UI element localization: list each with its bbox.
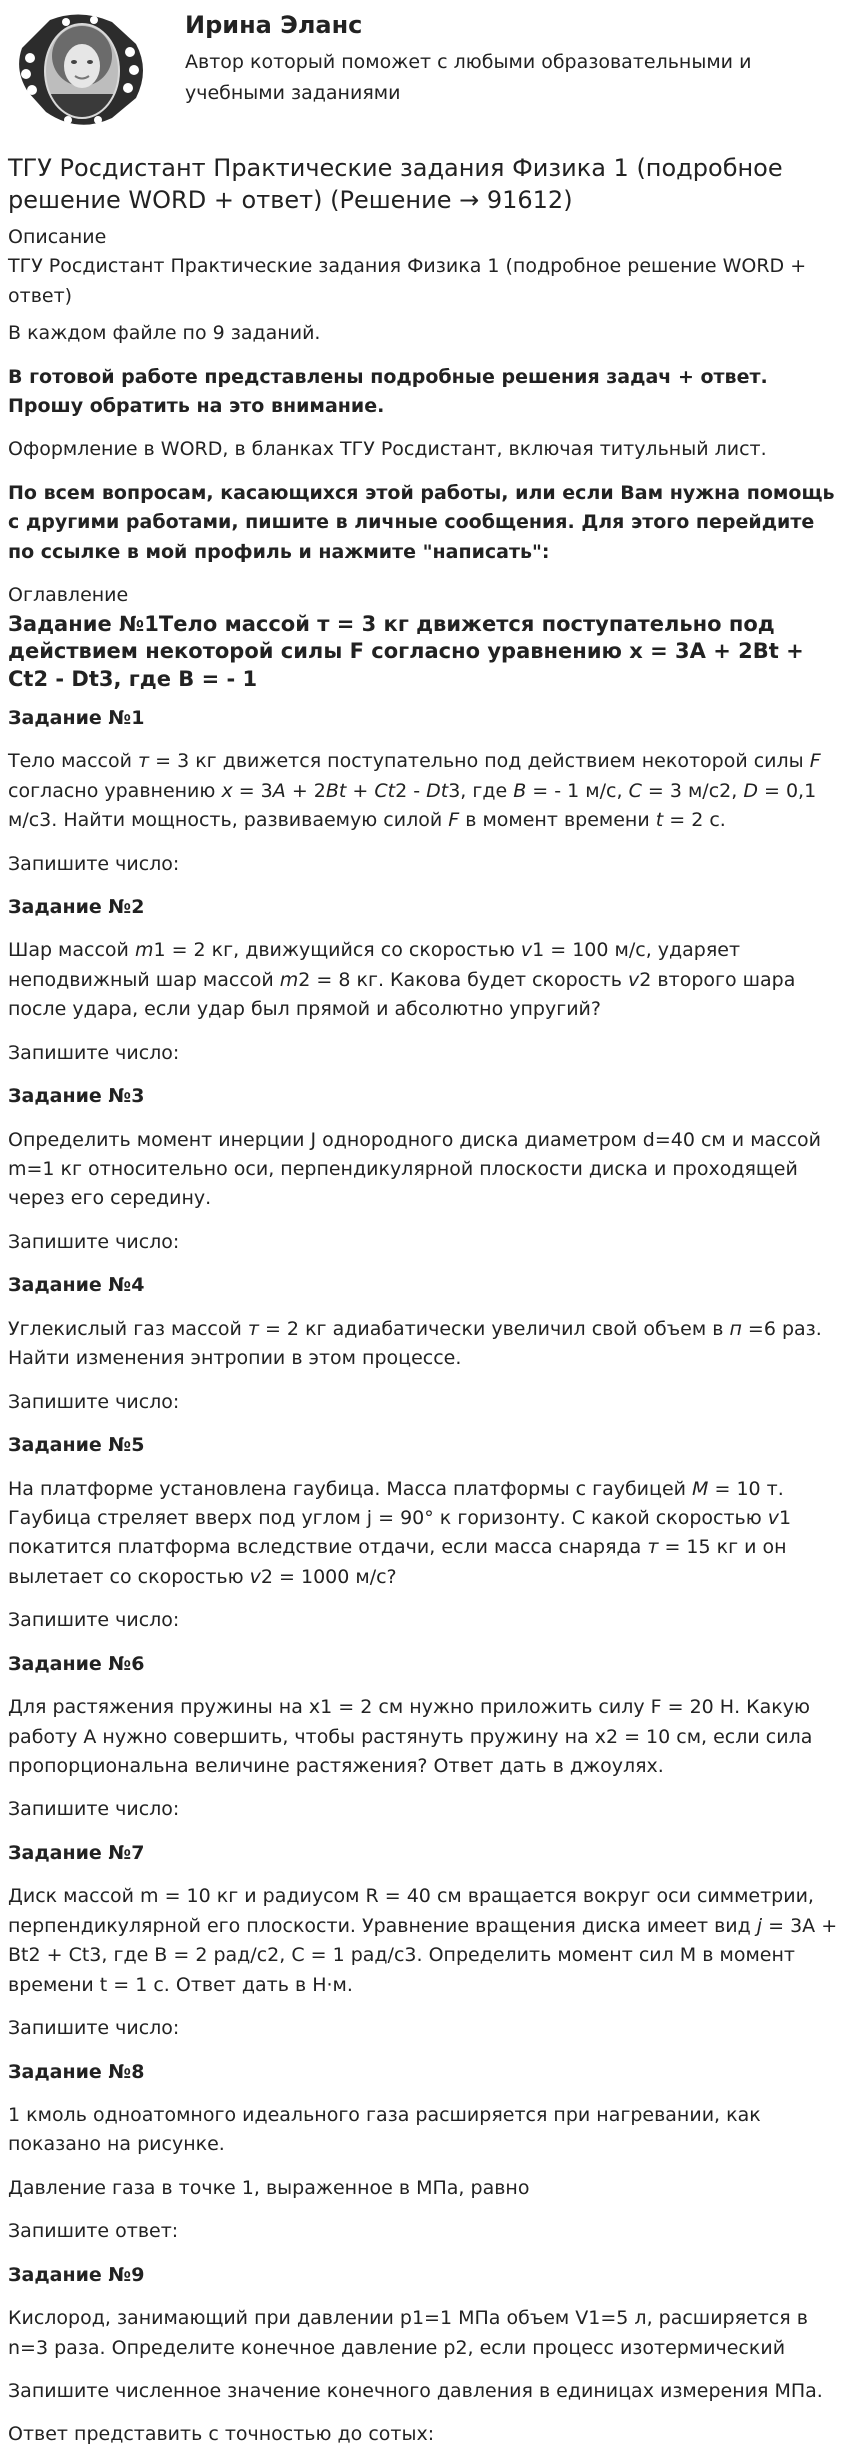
task-text: Шар массой m1 = 2 кг, движущийся со скоростью v1 = 100 м/с, ударяет неподвижный шар массой m2 = 8 кг. Какова будет скорость v2 второго шара после удара, если удар был прямой и абсолютно упругий? bbox=[8, 939, 796, 1021]
author-card bbox=[8, 0, 839, 144]
task-extra-text: Запишите численное значение конечного давления в единицах измерения МПа. bbox=[8, 2380, 823, 2402]
task-answer-prompt: Запишите число: bbox=[8, 1390, 180, 1413]
description-paragraph: В готовой работе представлены подробные решения задач + ответ. Прошу обратить на это внимание. bbox=[8, 365, 768, 417]
task-answer-prompt: Запишите число: bbox=[8, 1609, 180, 1632]
task-answer-prompt: Запишите число: bbox=[8, 1041, 180, 1064]
description-paragraph: ТГУ Росдистант Практические задания Физика 1 (подробное решение WORD + ответ) bbox=[8, 255, 807, 307]
task-title: Задание №6 bbox=[8, 1652, 145, 1675]
task-title: Задание №3 bbox=[8, 1085, 145, 1108]
task-title: Задание №7 bbox=[8, 1841, 145, 1864]
author-description: Автор который поможет с любыми образовательными и учебными заданиями bbox=[185, 51, 752, 104]
task-answer-prompt: Запишите число: bbox=[8, 852, 180, 875]
tasks-list bbox=[8, 704, 839, 2450]
task-title: Задание №9 bbox=[8, 2263, 145, 2286]
toc-heading: Задание №1Тело массой т = 3 кг движется поступательно под действием некоторой силы F согласно уравнению х = 3А + 2Bt + Ct2 - Dt3, где В = - 1 bbox=[8, 611, 804, 692]
toc-label: Оглавление bbox=[8, 584, 129, 607]
task-text: Определить момент инерции J однородного диска диаметром d=40 см и массой m=1 кг относительно оси, перпендикулярной плоскости диска и проходящей через его середину. bbox=[8, 1128, 822, 1210]
task-answer-prompt: Запишите число: bbox=[8, 1230, 180, 1253]
task-answer-prompt: Запишите число: bbox=[8, 2017, 180, 2040]
task-extra-text: Давление газа в точке 1, выраженное в МПа, равно bbox=[8, 2176, 530, 2199]
task-title: Задание №4 bbox=[8, 1274, 145, 1297]
description-paragraph: В каждом файле по 9 заданий. bbox=[8, 322, 321, 345]
task-answer-prompt: Ответ представить с точностью до сотых: bbox=[8, 2423, 435, 2446]
description-paragraph: По всем вопросам, касающихся этой работы, или если Вам нужна помощь с другими работами, пишите в личные сообщения. Для этого перейдите по ссылке в мой профиль и нажмите "написать": bbox=[8, 481, 835, 563]
page-title: ТГУ Росдистант Практические задания Физика 1 (подробное решение WORD + ответ) (Решение → 91612) bbox=[8, 154, 783, 215]
task-text: Углекислый газ массой т = 2 кг адиабатически увеличил свой объем в п =6 раз. Найти изменения энтропии в этом процессе. bbox=[8, 1317, 822, 1370]
task-text: На платформе установлена гаубица. Масса платформы с гаубицей М = 10 т. Гаубица стреляет вверх под углом j = 90° к горизонту. С какой скоростью v1 покатится платформа вследствие отдачи, если масса снаряда т = 15 кг и он вылетает со скоростью v2 = 1000 м/с? bbox=[8, 1477, 792, 1588]
description-paragraph: Оформление в WORD, в бланках ТГУ Росдистант, включая титульный лист. bbox=[8, 438, 767, 461]
avatar[interactable] bbox=[8, 8, 150, 132]
task-answer-prompt: Запишите ответ: bbox=[8, 2220, 179, 2243]
task-title: Задание №5 bbox=[8, 1434, 145, 1457]
task-title: Задание №8 bbox=[8, 2060, 145, 2083]
task-text: 1 кмоль одноатомного идеального газа расширяется при нагревании, как показано на рисунке. bbox=[8, 2103, 761, 2156]
description-label: Описание bbox=[8, 225, 107, 248]
author-name[interactable]: Ирина Эланс bbox=[185, 11, 363, 39]
task-text: Кислород, занимающий при давлении p1=1 МПа объем V1=5 л, расширяется в n=3 раза. Определите конечное давление p2, если процесс изотермический bbox=[8, 2307, 808, 2359]
description-section bbox=[8, 252, 839, 567]
task-text: Тело массой т = 3 кг движется поступательно под действием некоторой силы F согласно уравнению х = 3А + 2Bt + Ct2 - Dt3, где В = - 1 м/с, С = 3 м/с2, D = 0,1 м/с3. Найти мощность, развиваемую силой F в момент времени t = 2 с. bbox=[8, 750, 821, 832]
task-text: Для растяжения пружины на x1 = 2 см нужно приложить силу F = 20 Н. Какую работу А нужно совершить, чтобы растянуть пружину на x2 = 10 см, если сила пропорциональна величине растяжения? Ответ дать в джоулях. bbox=[8, 1696, 813, 1777]
task-title: Задание №2 bbox=[8, 895, 145, 918]
task-text: Диск массой m = 10 кг и радиусом R = 40 см вращается вокруг оси симметрии, перпендикулярной его плоскости. Уравнение вращения диска имеет вид j = 3A + Bt2 + Ct3, где B = 2 рад/с2, C = 1 рад/с3. Определить момент сил M в момент времени t = 1 с. Ответ дать в Н·м. bbox=[8, 1885, 838, 1996]
task-answer-prompt: Запишите число: bbox=[8, 1798, 180, 1821]
task-title: Задание №1 bbox=[8, 706, 145, 729]
avatar-image bbox=[8, 8, 150, 132]
author-info bbox=[185, 8, 839, 108]
